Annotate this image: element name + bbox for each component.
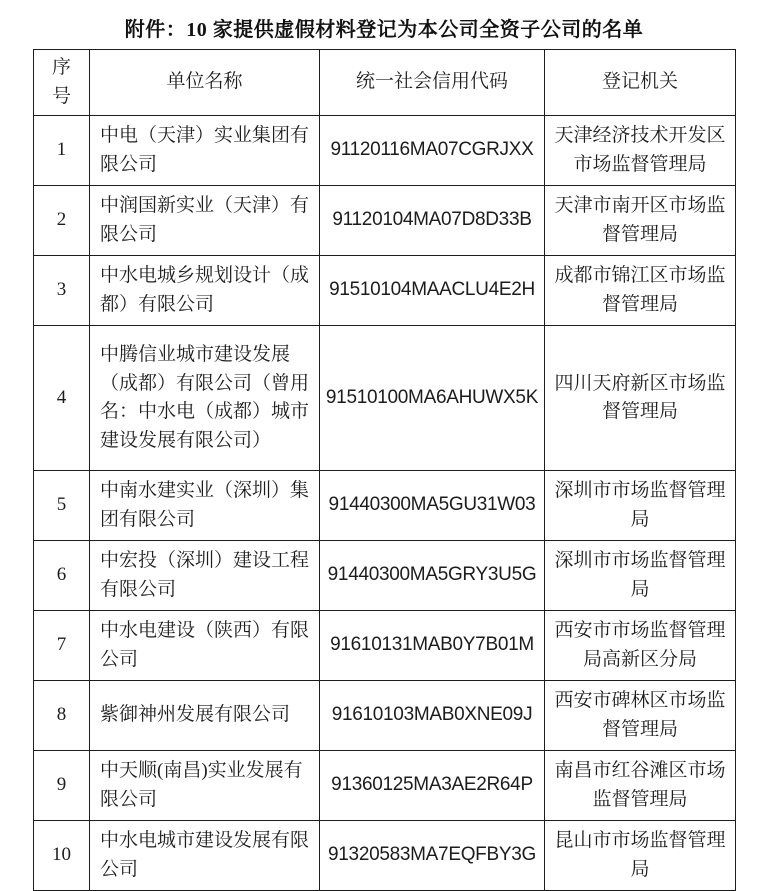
header-registry: 登记机关 [545, 50, 736, 116]
company-name-cell: 中水电建设（陕西）有限公司 [90, 611, 320, 681]
credit-code-cell: 91320583MA7EQFBY3G [320, 821, 545, 891]
registry-cell: 西安市碑林区市场监督管理局 [545, 681, 736, 751]
company-name-cell: 中电（天津）实业集团有限公司 [90, 116, 320, 186]
registry-cell: 西安市市场监督管理局高新区分局 [545, 611, 736, 681]
registry-cell: 深圳市市场监督管理局 [545, 541, 736, 611]
serial-cell: 7 [34, 611, 90, 681]
credit-code-cell: 91440300MA5GRY3U5G [320, 541, 545, 611]
serial-cell: 5 [34, 471, 90, 541]
serial-cell: 9 [34, 751, 90, 821]
table-row [34, 611, 736, 681]
registry-cell: 深圳市市场监督管理局 [545, 471, 736, 541]
company-name-cell: 紫御神州发展有限公司 [90, 681, 320, 751]
serial-cell: 6 [34, 541, 90, 611]
company-name-cell: 中南水建实业（深圳）集团有限公司 [90, 471, 320, 541]
registry-cell: 四川天府新区市场监督管理局 [545, 326, 736, 471]
header-credit-code: 统一社会信用代码 [320, 50, 545, 116]
company-name-cell: 中天顺(南昌)实业发展有限公司 [90, 751, 320, 821]
serial-cell: 4 [34, 326, 90, 471]
table-row [34, 471, 736, 541]
company-name-cell: 中水电城市建设发展有限公司 [90, 821, 320, 891]
table-row [34, 326, 736, 471]
registry-cell: 天津市南开区市场监督管理局 [545, 186, 736, 256]
subsidiaries-table [33, 49, 736, 891]
registry-cell: 成都市锦江区市场监督管理局 [545, 256, 736, 326]
serial-cell: 8 [34, 681, 90, 751]
serial-cell: 10 [34, 821, 90, 891]
table-row [34, 751, 736, 821]
credit-code-cell: 91510104MAACLU4E2H [320, 256, 545, 326]
serial-cell: 3 [34, 256, 90, 326]
credit-code-cell: 91360125MA3AE2R64P [320, 751, 545, 821]
credit-code-cell: 91610103MAB0XNE09J [320, 681, 545, 751]
registry-cell: 天津经济技术开发区市场监督管理局 [545, 116, 736, 186]
serial-cell: 1 [34, 116, 90, 186]
table-row [34, 821, 736, 891]
table-row [34, 541, 736, 611]
table-row [34, 116, 736, 186]
table-row [34, 681, 736, 751]
company-name-cell: 中腾信业城市建设发展（成都）有限公司（曾用名：中水电（成都）城市建设发展有限公司） [90, 326, 320, 471]
table-row [34, 256, 736, 326]
company-name-cell: 中宏投（深圳）建设工程有限公司 [90, 541, 320, 611]
credit-code-cell: 91120116MA07CGRJXX [320, 116, 545, 186]
credit-code-cell: 91510100MA6AHUWX5K [320, 326, 545, 471]
table-row [34, 186, 736, 256]
company-name-cell: 中润国新实业（天津）有限公司 [90, 186, 320, 256]
table-head [34, 50, 736, 116]
registry-cell: 昆山市市场监督管理局 [545, 821, 736, 891]
company-name-cell: 中水电城乡规划设计（成都）有限公司 [90, 256, 320, 326]
header-serial: 序号 [34, 50, 90, 116]
table-body [34, 116, 736, 891]
credit-code-cell: 91610131MAB0Y7B01M [320, 611, 545, 681]
serial-cell: 2 [34, 186, 90, 256]
table-header-row [34, 50, 736, 116]
registry-cell: 南昌市红谷滩区市场监督管理局 [545, 751, 736, 821]
header-company-name: 单位名称 [90, 50, 320, 116]
credit-code-cell: 91440300MA5GU31W03 [320, 471, 545, 541]
page-title: 附件：10 家提供虚假材料登记为本公司全资子公司的名单 [124, 19, 644, 41]
credit-code-cell: 91120104MA07D8D33B [320, 186, 545, 256]
